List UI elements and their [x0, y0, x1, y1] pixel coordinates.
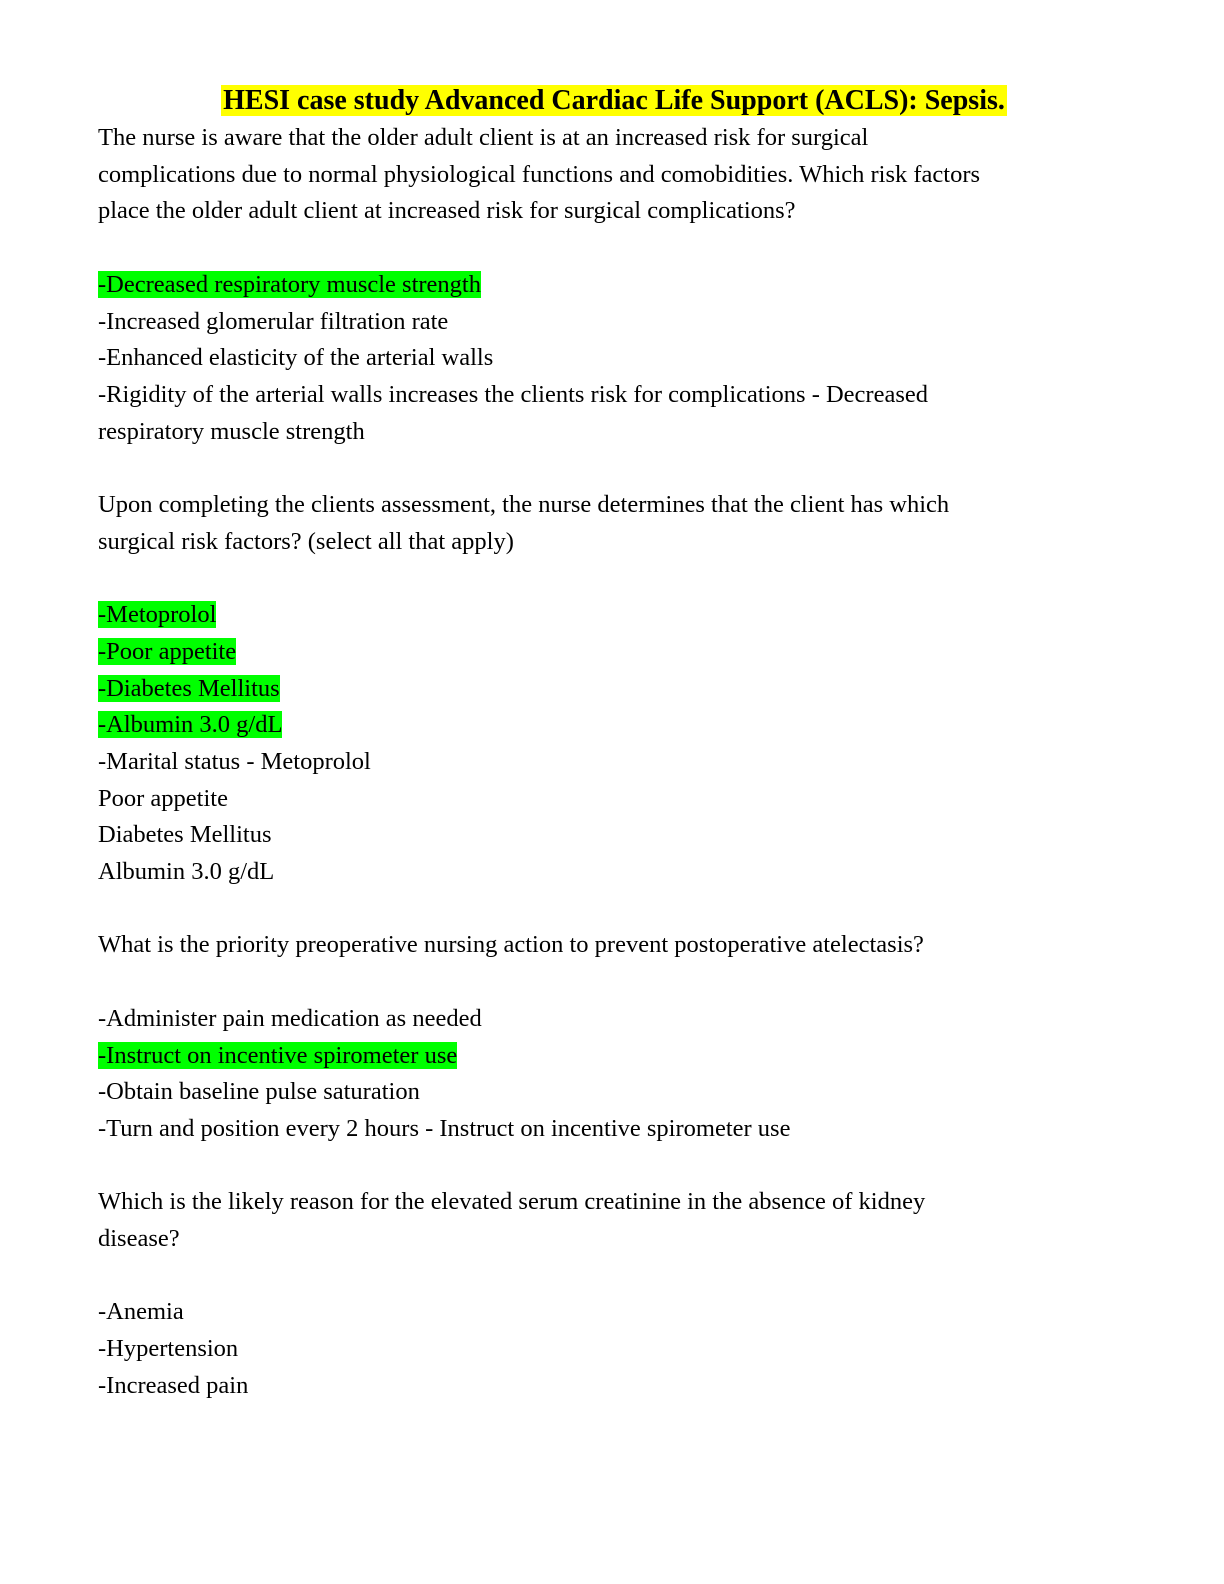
spacer: [98, 1148, 1108, 1185]
question-1-option-1-correct: [98, 267, 1108, 304]
correct-answer-highlight: -Metoprolol: [98, 601, 217, 629]
question-1-option-3: -Enhanced elasticity of the arterial walls: [98, 344, 494, 372]
question-4-line-2: disease?: [98, 1225, 180, 1252]
question-2-option-5: -Marital status - Metoprolol: [98, 747, 371, 775]
question-2-option-3-correct: [98, 671, 1108, 708]
correct-answer-highlight: -Diabetes Mellitus: [98, 674, 280, 702]
question-3: [98, 927, 1108, 1147]
question-2-answer-line-2: Poor appetite: [98, 784, 228, 812]
spacer: [98, 450, 1108, 487]
question-2-answer-line-3: Diabetes Mellitus: [98, 821, 272, 849]
question-2-line-2: surgical risk factors? (select all that apply): [98, 527, 514, 555]
question-1-line-3: place the older adult client at increased risk for surgical complications?: [98, 197, 796, 225]
question-2-option-1-correct: [98, 597, 1108, 634]
question-3-option-2-correct: [98, 1038, 1108, 1075]
document-page: [98, 82, 1108, 1405]
document-title-text: HESI case study Advanced Cardiac Life Support (ACLS): Sepsis.: [223, 85, 1005, 116]
question-1-line-1: The nurse is aware that the older adult client is at an increased risk for surgical: [98, 124, 869, 151]
question-2-option-2-correct: [98, 634, 1108, 671]
question-4-option-2: -Hypertension: [98, 1335, 239, 1363]
document-title: [98, 82, 1108, 120]
correct-answer-highlight: -Albumin 3.0 g/dL: [98, 711, 283, 739]
question-3-option-1: -Administer pain medication as needed: [98, 1004, 482, 1032]
question-1-option-2: -Increased glomerular filtration rate: [98, 307, 449, 335]
correct-answer-highlight: -Decreased respiratory muscle strength: [98, 270, 481, 298]
question-1: [98, 120, 1108, 450]
spacer: [98, 230, 1108, 267]
correct-answer-highlight: -Instruct on incentive spirometer use: [98, 1041, 458, 1069]
question-2-answer-line-4: Albumin 3.0 g/dL: [98, 858, 275, 886]
correct-answer-highlight: -Poor appetite: [98, 637, 237, 665]
question-3-line-1: What is the priority preoperative nursing action to prevent postoperative atelectasis?: [98, 931, 924, 959]
question-1-line-2: complications due to normal physiological functions and comobidities. Which risk factors: [98, 160, 981, 188]
question-4-line-1: Which is the likely reason for the elevated serum creatinine in the absence of kidney: [98, 1188, 926, 1216]
spacer: [98, 964, 1108, 1001]
question-4-option-1: -Anemia: [98, 1298, 184, 1326]
question-1-option-4: -Rigidity of the arterial walls increases the clients risk for complications - Decreased: [98, 380, 928, 408]
spacer: [98, 891, 1108, 928]
question-4: [98, 1184, 1108, 1404]
question-2-line-1: Upon completing the clients assessment, the nurse determines that the client has which: [98, 491, 950, 518]
spacer: [98, 560, 1108, 597]
question-4-option-3: -Increased pain: [98, 1371, 249, 1399]
question-3-option-4: -Turn and position every 2 hours - Instruct on incentive spirometer use: [98, 1114, 791, 1142]
question-2: [98, 487, 1108, 891]
question-2-option-4-correct: [98, 707, 1108, 744]
question-3-option-3: -Obtain baseline pulse saturation: [98, 1078, 420, 1106]
question-1-option-4-continued: respiratory muscle strength: [98, 417, 365, 445]
spacer: [98, 1258, 1108, 1295]
